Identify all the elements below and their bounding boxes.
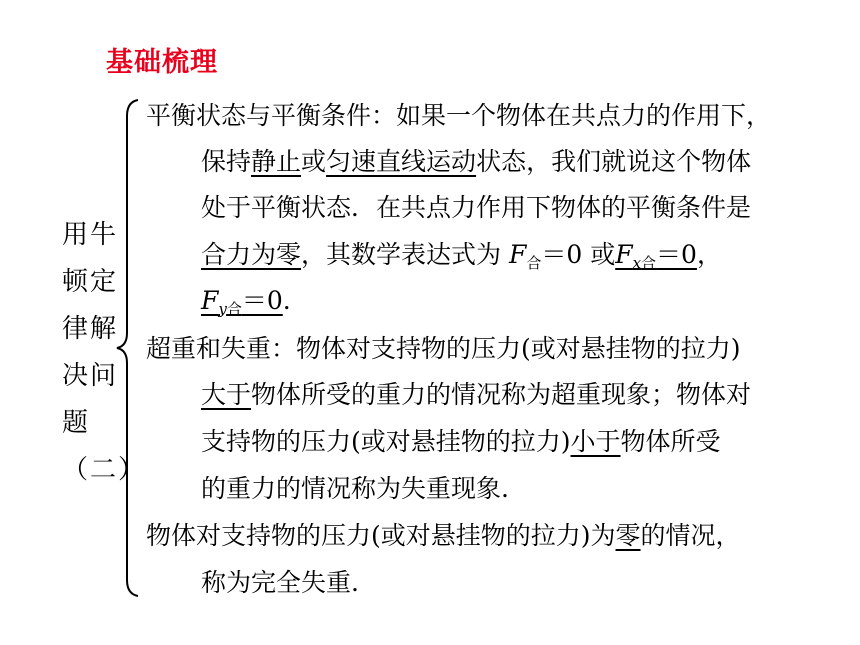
formula-subscript-var: x bbox=[632, 254, 642, 272]
text-span: 保持 bbox=[201, 147, 252, 176]
keyword-greater-than: 大于 bbox=[201, 380, 252, 409]
topic-label-line: 用牛 bbox=[62, 220, 119, 250]
paragraph-line: 的重力的情况称为失重现象. bbox=[201, 474, 509, 503]
text-span: 物体所受 bbox=[620, 427, 721, 456]
text-span: 的情况， bbox=[640, 521, 741, 550]
formula-symbol: F bbox=[615, 240, 633, 269]
paragraph-line bbox=[201, 145, 751, 179]
text-span: . bbox=[282, 286, 291, 315]
text-span: 状态，我们就说这个物体 bbox=[476, 147, 752, 176]
section-title: 基础梳理 bbox=[106, 47, 218, 78]
formula-fy-net bbox=[201, 286, 283, 318]
topic-label-line: 决问 bbox=[62, 361, 119, 391]
formula-symbol: F bbox=[201, 286, 219, 315]
paragraph-line bbox=[201, 378, 751, 412]
keyword-net-force-zero: 合力为零 bbox=[201, 240, 302, 269]
topic-label-line: （二） bbox=[62, 455, 147, 485]
topic-label-line: 顿定 bbox=[62, 267, 119, 297]
paragraph-line: 平衡状态与平衡条件：如果一个物体在共点力的作用下， bbox=[146, 101, 772, 130]
formula-fx-net bbox=[615, 240, 697, 272]
text-span: 支持物的压力(或对悬挂物的拉力) bbox=[201, 427, 571, 456]
formula-text: ＝0 或 bbox=[541, 240, 616, 269]
paragraph-line bbox=[201, 238, 722, 280]
paragraph-line bbox=[201, 425, 721, 459]
formula-subscript bbox=[218, 300, 242, 318]
formula-subscript: 合 bbox=[526, 254, 542, 272]
formula-symbol: F bbox=[508, 240, 527, 269]
topic-label-line: 律解 bbox=[62, 314, 119, 344]
formula-text: ＝0 bbox=[241, 286, 283, 315]
paragraph-line bbox=[146, 519, 741, 553]
topic-label-line: 题 bbox=[62, 408, 91, 438]
text-span: 物体对支持物的压力(或对悬挂物的拉力)为 bbox=[146, 521, 616, 550]
text-span: 或 bbox=[301, 147, 327, 176]
keyword-zero: 零 bbox=[615, 521, 641, 550]
keyword-less-than: 小于 bbox=[570, 427, 621, 456]
keyword-uniform-motion: 匀速直线运动 bbox=[326, 147, 477, 176]
paragraph-line: 处于平衡状态．在共点力作用下物体的平衡条件是 bbox=[201, 193, 752, 222]
formula-text: ＝0 bbox=[656, 240, 697, 269]
text-span: 物体所受的重力的情况称为超重现象；物体对 bbox=[251, 380, 752, 409]
formula-subscript-he: 合 bbox=[226, 300, 242, 318]
paragraph-line bbox=[201, 284, 291, 326]
text-span: ，其数学表达式为 bbox=[301, 240, 509, 269]
formula-subscript-var: y bbox=[218, 300, 227, 318]
keyword-static: 静止 bbox=[251, 147, 302, 176]
paragraph-line: 称为完全失重. bbox=[201, 568, 359, 597]
text-span: ， bbox=[696, 240, 722, 269]
paragraph-line: 超重和失重：物体对支持物的压力(或对悬挂物的拉力) bbox=[146, 334, 741, 363]
curly-brace bbox=[112, 98, 142, 598]
formula-subscript-he: 合 bbox=[641, 254, 657, 272]
formula-subscript bbox=[633, 254, 656, 272]
